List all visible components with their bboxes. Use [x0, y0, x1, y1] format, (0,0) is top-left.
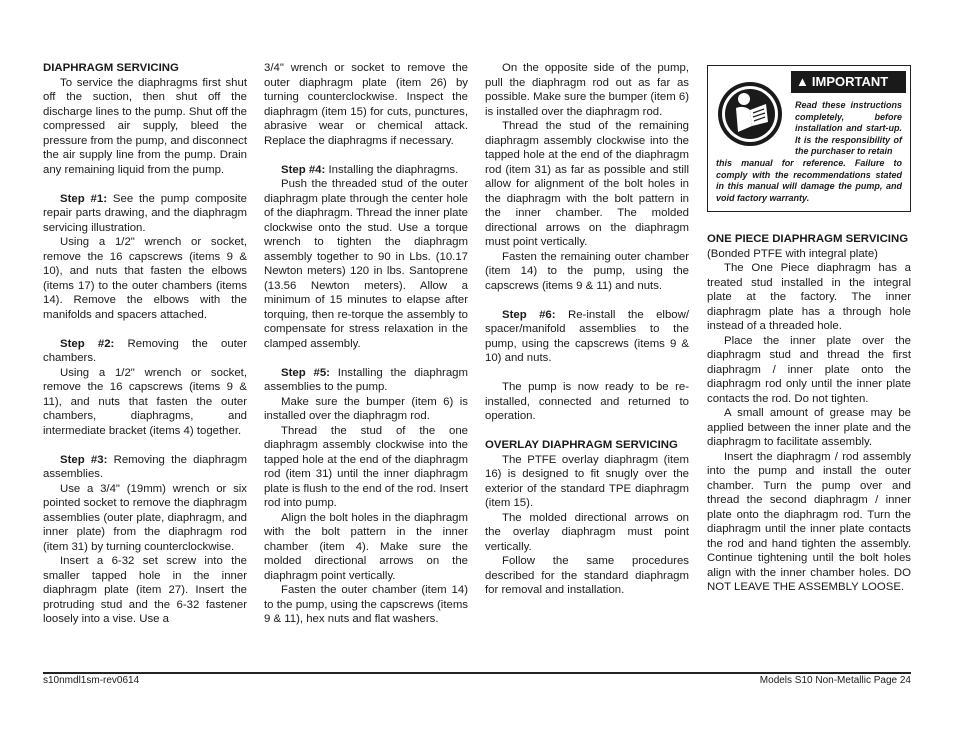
step-3-paragraph — [43, 453, 247, 482]
paragraph: A small amount of grease may be applied between the inner plate and the diaphragm to facilitate assembly. — [707, 407, 911, 448]
paragraph: 3/4" wrench or socket to remove the outer diaphragm plate (item 26) by turning counterclockwise. Inspect the diaphragm (item 15) for cuts, punctures, abrasive wear or chemical attack. Replace the diaphragms if necessary. — [264, 62, 468, 147]
section-heading-overlay-diaphragm-servicing: OVERLAY DIAPHRAGM SERVICING — [485, 439, 678, 451]
step-text: Removing the diaphragm assemblies. — [43, 453, 247, 480]
step-text: See the pump composite repair parts drawing, and the diaphragm servicing illustration. — [43, 192, 247, 234]
paragraph: Follow the same procedures described for the standard diaphragm for removal and installation. — [485, 555, 689, 596]
paragraph: On the opposite side of the pump, pull the diaphragm rod out as far as possible. Make sure the bumper (item 6) is installed over the diaphragm rod. — [485, 62, 689, 118]
step-1-paragraph — [43, 192, 247, 236]
paragraph: Thread the stud of the remaining diaphragm assembly clockwise into the tapped hole at the end of the diaphragm rod (item 31) as far as possible and still allow for alignment of the bolt holes in the diaphragm with the bolt pattern in the inner chamber. The molded directional arrows on the diaphragm must point vertically. — [485, 120, 689, 248]
paragraph: Fasten the remaining outer chamber (item 14) to the pump, using the capscrews (items 9 & 11) and nuts. — [485, 250, 689, 292]
paragraph: The PTFE overlay diaphragm (item 16) is designed to fit snugly over the exterior of the standard TPE diaphragm (item 15). — [485, 453, 689, 509]
important-notice-box — [707, 65, 911, 212]
step-4-paragraph — [264, 163, 468, 178]
step-label: Step #6: — [502, 308, 556, 321]
step-text: Removing the outer chambers. — [43, 337, 247, 364]
paragraph: Using a 1/2" wrench or socket, remove the 16 capscrews (items 9 & 11), and nuts that fasten the outer chambers, diaphragms, and intermediate bracket (items 4) together. — [43, 366, 247, 437]
paragraph: The One Piece diaphragm has a treated stud installed in the integral plate at the factory. The inner diaphragm plate has a through hole instead of a threaded hole. — [707, 262, 911, 332]
column-4 — [707, 61, 911, 595]
paragraph: The molded directional arrows on the overlay diaphragm must point vertically. — [485, 511, 689, 553]
step-2-paragraph — [43, 337, 247, 366]
step-label: Step #2: — [60, 337, 115, 350]
paragraph: Align the bolt holes in the diaphragm with the bolt pattern in the inner chamber (item 4). Make sure the molded directional arrows on the diaphragm point vertically. — [264, 511, 468, 582]
paragraph: Push the threaded stud of the outer diaphragm plate through the center hole of the diaphragm. Thread the inner plate clockwise onto the stud. Use a torque wrench to tighten the diaphragm assembly together to 90 in Lbs. (10.17 Newton meters) 120 in lbs. Santoprene (13.56 Newton meters). Allow a minimum of 15 minutes to elapse after torquing, then re-torque the assembly to compensate for stress relaxation in the clamped assembly. — [264, 178, 468, 350]
step-label: Step #3: — [60, 453, 108, 466]
column-1 — [43, 61, 247, 627]
paragraph: The pump is now ready to be re-installed, connected and returned to operation. — [485, 381, 689, 422]
paragraph: Insert a 6-32 set screw into the smaller tapped hole in the inner diaphragm plate (item 27). Insert the protruding stud and the 6-32 fastener loosely into a vise. Use a — [43, 555, 247, 625]
paragraph: Use a 3/4" (19mm) wrench or six pointed socket to remove the diaphragm assemblies (outer plate, diaphragm, and inner plate) from the diaphragm rod (item 31) by turning counterclockwise. — [43, 482, 247, 553]
paragraph: Using a 1/2" wrench or socket, remove the 16 capscrews (items 9 & 10), and nuts that fasten the elbows (items 17) to the outer chambers (items 14). Remove the elbows with the manifolds and spacers attached. — [43, 236, 247, 321]
footer-document-code: s10nmdl1sm-rev0614 — [43, 675, 140, 686]
section-heading-diaphragm-servicing: DIAPHRAGM SERVICING — [43, 62, 179, 74]
important-text-top: Read these instructions completely, before installation and start-up. It is the responsibility of the purchaser to retain — [795, 100, 902, 156]
step-label: Step #5: — [281, 366, 330, 379]
paragraph: Make sure the bumper (item 6) is installed over the diaphragm rod. — [264, 395, 468, 422]
paragraph: Thread the stud of the one diaphragm assembly clockwise into the tapped hole at the end of the diaphragm rod (item 31) until the inner diaphragm plate is flush to the end of the rod. Insert rod into pump. — [264, 424, 468, 509]
paragraph: Insert the diaphragm / rod assembly into the pump and install the outer chamber. Turn the pump over and thread the second diaphragm / inner plate onto the diaphragm rod. Turn the diaphragm until the inner plate contacts the rod and hand tighten the assembly. Continue tightening until the bolt holes align with the inner chamber holes. DO NOT LEAVE THE ASSEMBLY LOOSE. — [707, 450, 911, 593]
step-text: Installing the diaphragms. — [325, 163, 459, 176]
important-badge-label: IMPORTANT — [811, 74, 889, 89]
column-2 — [264, 61, 468, 627]
step-label: Step #1: — [60, 192, 108, 205]
paragraph: Fasten the outer chamber (item 14) to the pump, using the capscrews (items 9 & 11), hex nuts and flat washers. — [264, 584, 468, 625]
step-6-paragraph — [485, 308, 689, 366]
important-badge — [791, 71, 906, 93]
warning-icon: ▲ — [796, 74, 809, 89]
step-text: Installing the diaphragm assemblies to the pump. — [264, 366, 469, 393]
section-subheading: (Bonded PTFE with integral plate) — [707, 247, 878, 260]
footer-rule — [43, 672, 911, 674]
paragraph: To service the diaphragms first shut off the suction, then shut off the discharge lines to the pump. Shut off the compressed air supply, bleed the pressure from the pump, and disconnect the air supply line from the pump. Drain any remaining liquid from the pump. — [43, 76, 247, 176]
paragraph: Place the inner plate over the diaphragm stud and thread the first diaphragm / inner plate onto the diaphragm rod only until the inner plate contacts the rod. Do not tighten. — [707, 334, 911, 405]
read-manual-icon — [716, 80, 784, 148]
section-heading-one-piece-diaphragm-servicing: ONE PIECE DIAPHRAGM SERVICING — [707, 233, 909, 245]
step-label: Step #4: — [281, 163, 326, 176]
footer-page-info: Models S10 Non-Metallic Page 24 — [759, 675, 911, 686]
step-text: Re-install the elbow/ spacer/manifold assemblies to the pump, using the capscrews (items 9 & 10) and nuts. — [485, 308, 690, 364]
important-text-bottom: this manual for reference. Failure to comply with the recommendations stated in this manual will damage the pump, and void factory warranty. — [716, 158, 902, 203]
step-5-paragraph — [264, 366, 468, 395]
column-3 — [485, 61, 689, 598]
